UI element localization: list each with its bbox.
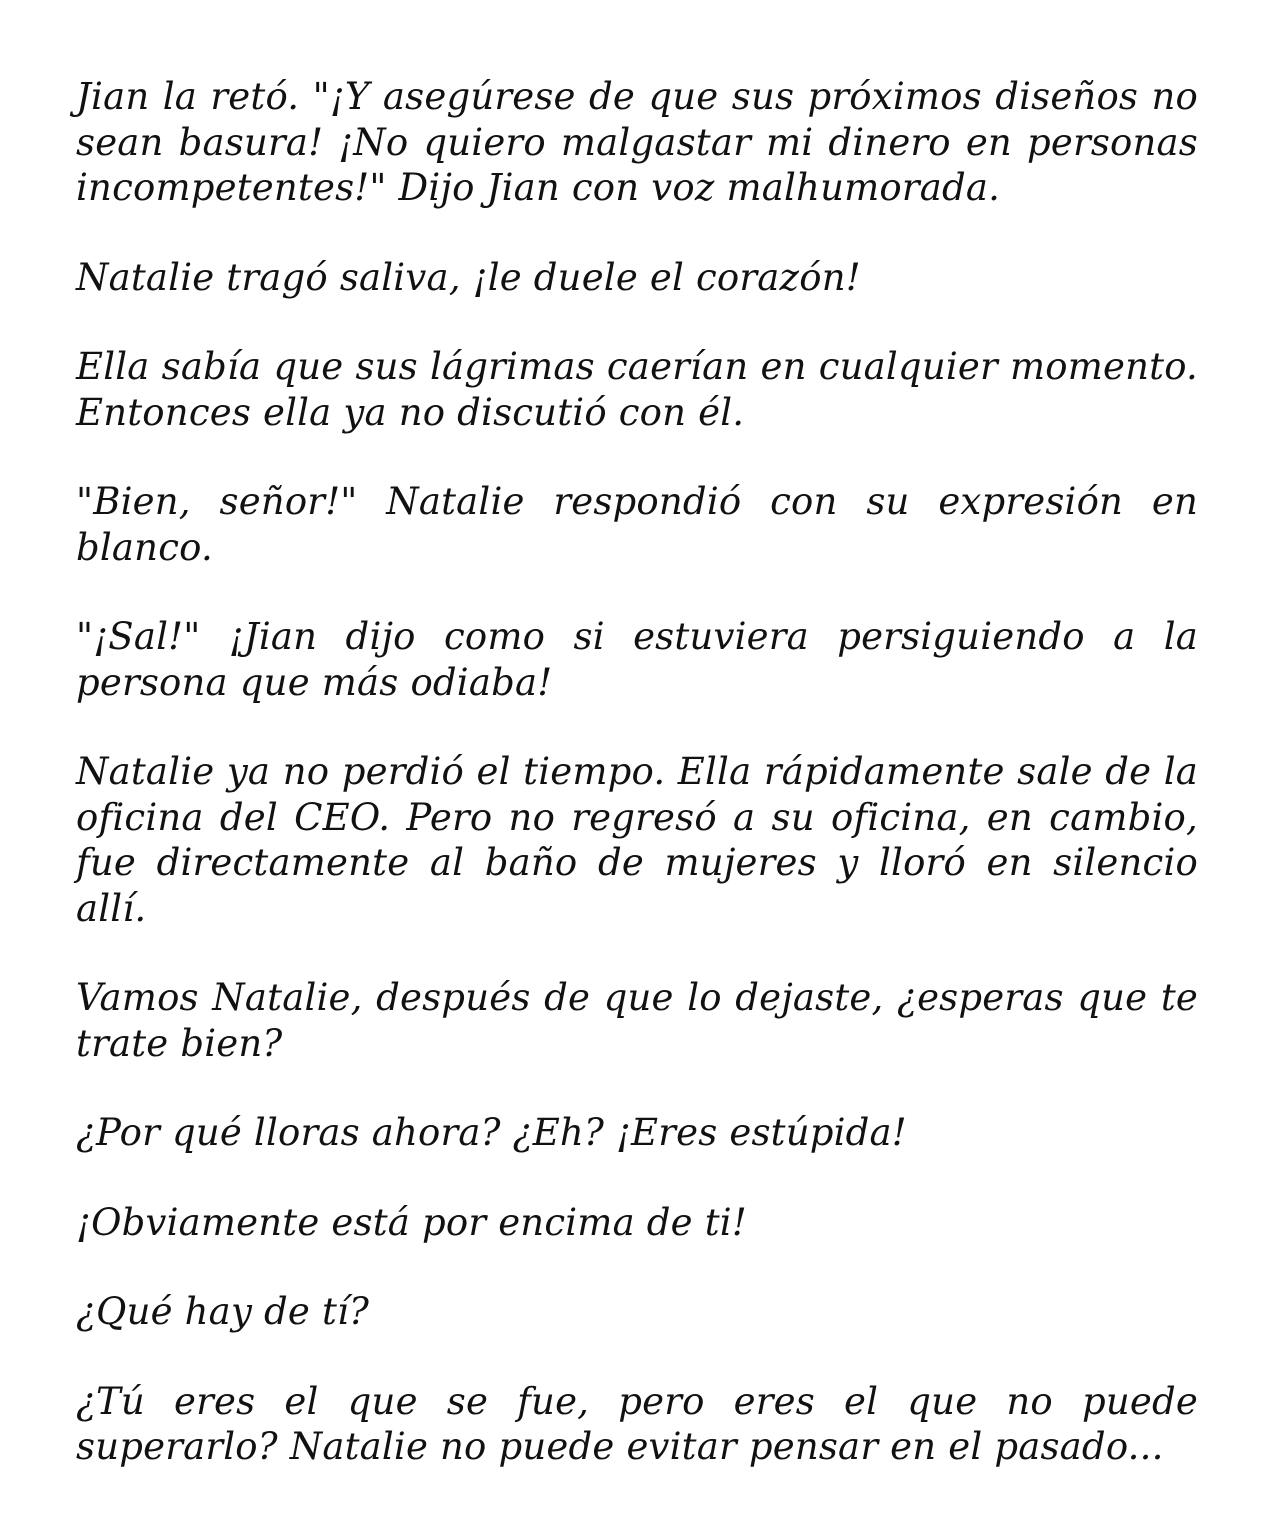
paragraph-8: ¿Por qué lloras ahora? ¿Eh? ¡Eres estúpida!	[76, 1111, 907, 1154]
paragraph-1: Jian la retó. "¡Y asegúrese de que sus próximos diseños no sean basura! ¡No quiero malgastar mi dinero en personas incompetentes!" Dijo Jian con voz malhumorada.	[76, 75, 1198, 209]
paragraph-2: Natalie tragó saliva, ¡le duele el corazón!	[76, 255, 861, 299]
paragraph-10: ¿Qué hay de tí?	[76, 1290, 370, 1333]
paragraph-6: Natalie ya no perdió el tiempo. Ella rápidamente sale de la oficina del CEO. Pero no regresó a su oficina, en cambio, fue directamente al baño de mujeres y lloró en silencio allí.	[76, 750, 1198, 930]
document-page	[76, 74, 1198, 1470]
paragraph-4: "Bien, señor!" Natalie respondió con su expresión en blanco.	[76, 480, 1198, 569]
paragraph-11: ¿Tú eres el que se fue, pero eres el que no puede superarlo? Natalie no puede evitar pensar en el pasado...	[76, 1379, 1198, 1468]
paragraph-3: Ella sabía que sus lágrimas caerían en cualquier momento. Entonces ella ya no discutió con él.	[76, 345, 1198, 434]
paragraph-5: "¡Sal!" ¡Jian dijo como si estuviera persiguiendo a la persona que más odiaba!	[76, 615, 1198, 704]
paragraph-7: Vamos Natalie, después de que lo dejaste, ¿esperas que te trate bien?	[76, 976, 1198, 1065]
paragraph-9: ¡Obviamente está por encima de ti!	[76, 1200, 747, 1244]
